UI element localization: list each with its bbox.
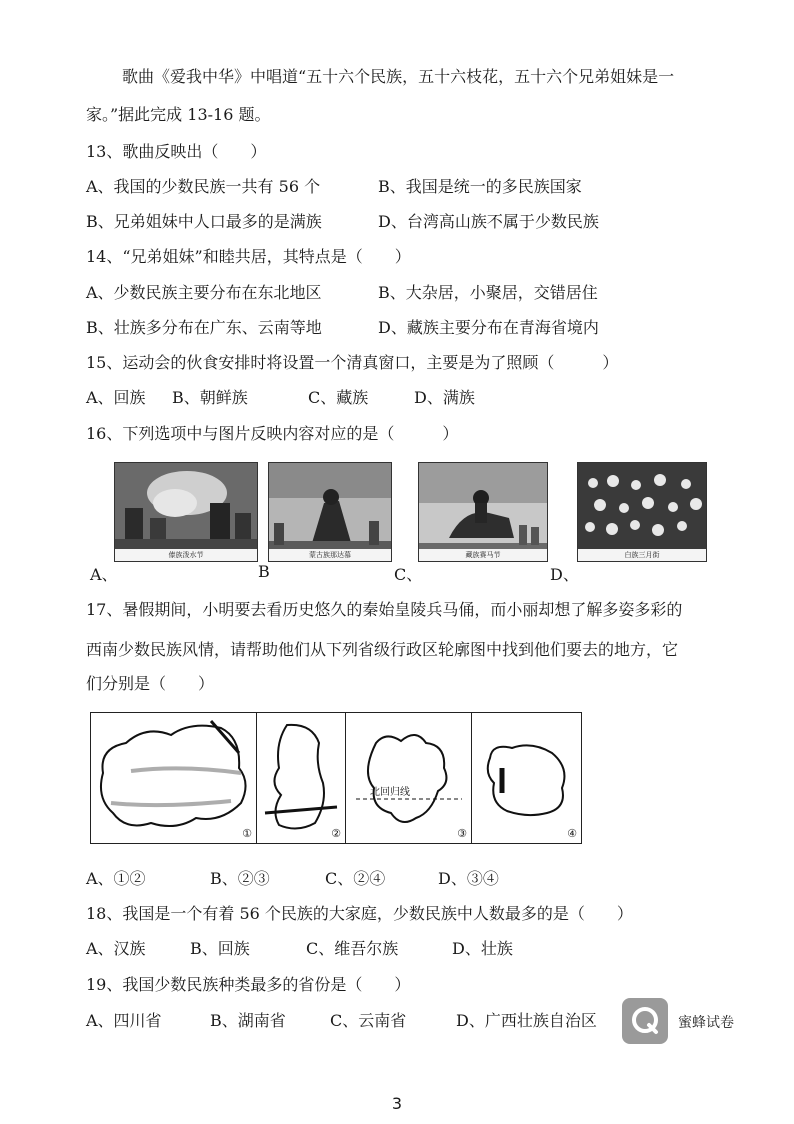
watermark-brand: 蜜蜂试卷 <box>678 1015 734 1031</box>
photo-flower-crowd <box>577 462 707 562</box>
q15-stem: 15、运动会的伙食安排时将设置一个清真窗口，主要是为了照顾（ ） <box>86 353 619 372</box>
photo-letter-b: B <box>258 562 270 581</box>
q17-stem-line-3: 们分别是（ ） <box>86 674 215 693</box>
q13-option-b: B、我国是统一的多民族国家 <box>378 177 582 196</box>
photo-wrestling <box>268 462 392 562</box>
q15-option-d: D、满族 <box>414 388 475 407</box>
q17-option-d: D、③④ <box>438 869 499 888</box>
q19-option-d: D、广西壮族自治区 <box>456 1011 597 1030</box>
q18-option-d: D、壮族 <box>452 939 513 958</box>
photo-caption-b: 蒙古族那达慕 <box>269 549 391 561</box>
q13-stem: 13、歌曲反映出（ ） <box>86 142 267 161</box>
photo-letter-c: C、 <box>394 565 423 584</box>
map-number-4: ④ <box>567 827 577 840</box>
photo-caption-a: 傣族泼水节 <box>115 549 257 561</box>
photo-letter-d: D、 <box>550 565 579 584</box>
map-outline-3 <box>345 712 472 844</box>
q13-option-a: A、我国的少数民族一共有 56 个 <box>86 177 321 196</box>
q18-stem: 18、我国是一个有着 56 个民族的大家庭，少数民族中人数最多的是（ ） <box>86 904 633 923</box>
q15-option-a: A、回族 <box>86 388 146 407</box>
q15-option-b: B、朝鲜族 <box>172 388 248 407</box>
q14-option-d: D、藏族主要分布在青海省境内 <box>378 318 599 337</box>
q14-option-b: B、大杂居，小聚居，交错居住 <box>378 283 598 302</box>
q17-option-a: A、①② <box>86 869 146 888</box>
q18-option-a: A、汉族 <box>86 939 146 958</box>
q14-stem: 14、“兄弟姐妹”和睦共居，其特点是（ ） <box>86 247 411 266</box>
map-number-2: ② <box>331 827 341 840</box>
q13-option-d: D、台湾高山族不属于少数民族 <box>378 212 599 231</box>
q-logo-icon <box>622 998 668 1044</box>
photo-water-splashing <box>114 462 258 562</box>
q19-option-b: B、湖南省 <box>210 1011 286 1030</box>
q17-stem-line-1: 17、暑假期间，小明要去看历史悠久的秦始皇陵兵马俑，而小丽却想了解多姿多彩的 <box>86 600 683 619</box>
map-number-1: ① <box>242 827 252 840</box>
photo-letter-a: A、 <box>90 565 118 584</box>
q16-stem: 16、下列选项中与图片反映内容对应的是（ ） <box>86 424 459 443</box>
q15-option-c: C、藏族 <box>308 388 369 407</box>
intro-line-1: 歌曲《爱我中华》中唱道“五十六个民族，五十六枝花，五十六个兄弟姐妹是一 <box>122 67 675 86</box>
q14-option-c: B、壮族多分布在广东、云南等地 <box>86 318 322 337</box>
tropic-of-cancer-label: 北回归线 <box>370 787 410 798</box>
map-number-3: ③ <box>457 827 467 840</box>
photo-caption-d: 白族三月街 <box>578 549 706 561</box>
q17-stem-line-2: 西南少数民族风情，请帮助他们从下列省级行政区轮廓图中找到他们要去的地方，它 <box>86 640 679 659</box>
photo-caption-c: 藏族赛马节 <box>419 549 547 561</box>
map-outline-1 <box>90 712 257 844</box>
q13-option-c: B、兄弟姐妹中人口最多的是满族 <box>86 212 322 231</box>
q17-option-b: B、②③ <box>210 869 270 888</box>
q14-option-a: A、少数民族主要分布在东北地区 <box>86 283 322 302</box>
q18-option-b: B、回族 <box>190 939 250 958</box>
map-outline-2 <box>256 712 346 844</box>
map-outline-4 <box>471 712 582 844</box>
q18-option-c: C、维吾尔族 <box>306 939 399 958</box>
q19-option-c: C、云南省 <box>330 1011 407 1030</box>
intro-line-2: 家。”据此完成 13-16 题。 <box>86 105 271 124</box>
page-number: 3 <box>391 1094 403 1113</box>
q19-option-a: A、四川省 <box>86 1011 162 1030</box>
photo-horse-racing <box>418 462 548 562</box>
q17-option-c: C、②④ <box>325 869 386 888</box>
q19-stem: 19、我国少数民族种类最多的省份是（ ） <box>86 975 411 994</box>
